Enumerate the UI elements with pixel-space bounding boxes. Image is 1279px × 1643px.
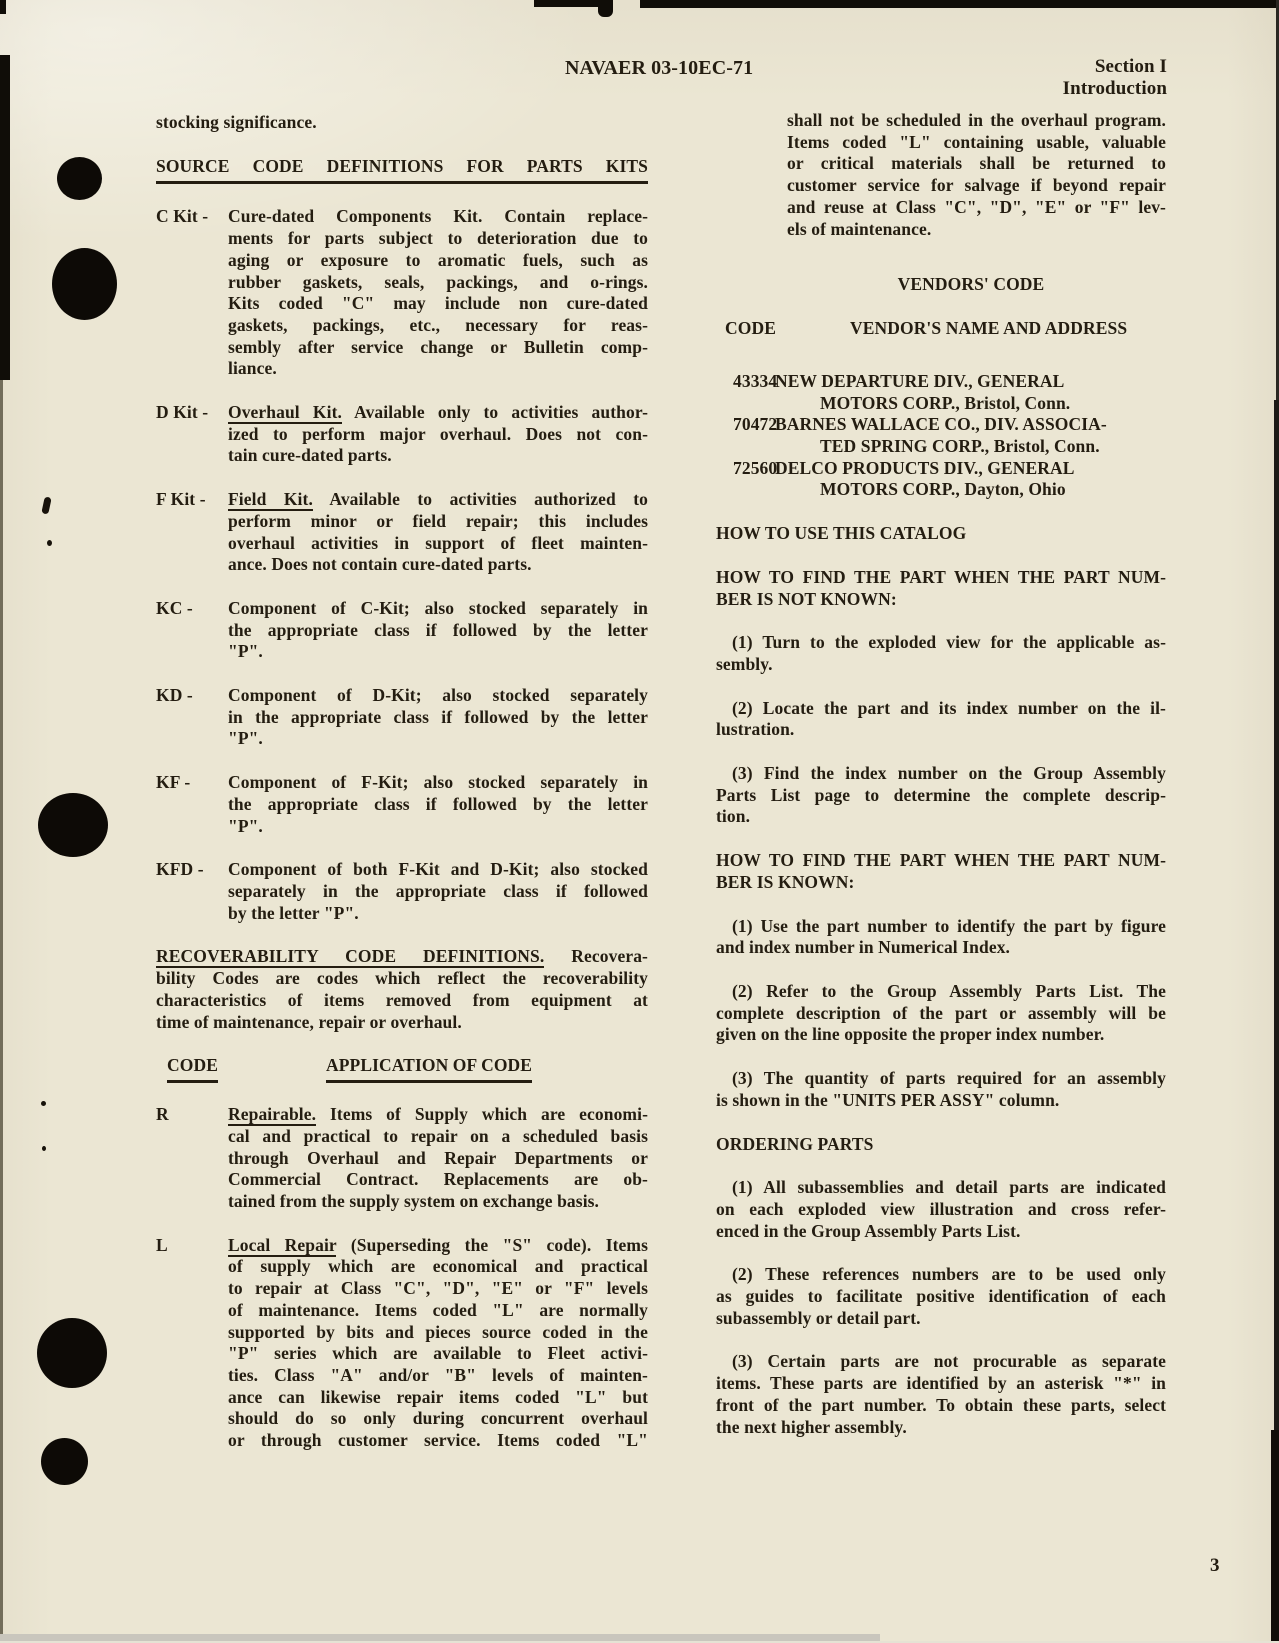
text-line: ties. Class "A" and/or "B" levels of mainten- [228, 1364, 648, 1385]
punch-hole-mark [57, 157, 102, 200]
vendor-address-line: MOTORS CORP., Dayton, Ohio [820, 479, 1066, 500]
page-number: 3 [1210, 1555, 1220, 1576]
text-line: (3) Find the index number on the Group Assembly [732, 763, 1166, 784]
text-line: "P" series which are available to Fleet activi- [228, 1343, 648, 1364]
text-line: the appropriate class if followed by the letter [228, 619, 648, 640]
scan-edge-right-mid [1274, 400, 1279, 1430]
code-entry [156, 1104, 648, 1213]
text-line: and reuse at Class "C", "D", "E" or "F" lev- [787, 196, 1166, 217]
text-line: customer service for salvage if beyond repair [787, 175, 1166, 196]
instruction-paragraph [716, 916, 1166, 959]
vendor-code: 72560 [733, 457, 778, 478]
punch-hole-mark [41, 1438, 88, 1485]
text-line: is shown in the "UNITS PER ASSY" column. [716, 1089, 1060, 1110]
left-column [156, 112, 648, 1452]
scan-edge-left-thin [0, 380, 3, 1643]
vendors-table-header [716, 318, 1166, 345]
text-line: or critical materials shall be returned to [787, 153, 1166, 174]
text-line: (2) Locate the part and its index number on the il- [732, 697, 1166, 718]
kit-entry-label: KF - [156, 772, 191, 793]
text-line: BER IS NOT KNOWN: [716, 588, 897, 609]
text-line: and index number in Numerical Index. [716, 937, 1011, 958]
text-line: by the letter "P". [228, 902, 359, 923]
code-entries-list [156, 1104, 648, 1452]
text-line: enced in the Group Assembly Parts List. [716, 1220, 1021, 1241]
instruction-paragraph [716, 632, 1166, 675]
text-line: the appropriate class if followed by the letter [228, 793, 648, 814]
vendor-code: 43334 [733, 370, 778, 391]
text-line: subassembly or detail part. [716, 1307, 921, 1328]
text-line: of supply which are economical and practical [228, 1256, 648, 1277]
ink-speck [41, 496, 51, 514]
underlined-term: Overhaul Kit. [228, 402, 342, 423]
text-line: items. These parts are identified by an asterisk "*" in [716, 1373, 1166, 1394]
text-line: "P". [228, 641, 263, 662]
text-line: overhaul activities in support of fleet mainten- [228, 532, 648, 553]
text-line: (3) The quantity of parts required for an assembly [732, 1068, 1166, 1089]
text-line: on each exploded view illustration and cross refer- [716, 1198, 1166, 1219]
vendors-code-heading: VENDORS' CODE [897, 274, 1045, 295]
instruction-paragraph [716, 1351, 1166, 1438]
scan-edge-top-bar-right [640, 0, 1279, 8]
text-line: or through customer service. Items coded "L" [228, 1430, 648, 1451]
text-line: rubber gaskets, seals, packings, and o-rings. [228, 271, 648, 292]
application-column-header: APPLICATION OF CODE [326, 1055, 532, 1083]
text-line: as guides to facilitate positive identification of each [716, 1286, 1166, 1307]
text-line: Component of F-Kit; also stocked separately in [228, 772, 648, 793]
text-line: separately in the appropriate class if followed [228, 880, 648, 901]
vendor-row: 43334 NEW DEPARTURE DIV., GENERAL [733, 370, 1065, 391]
section-header [1063, 56, 1167, 100]
section-label: Section I [1094, 56, 1167, 77]
text-line: Component of both F-Kit and D-Kit; also stocked [228, 859, 648, 880]
text-line: gaskets, packings, etc., necessary for reas- [228, 314, 648, 335]
vendor-code-column-header: CODE [725, 317, 776, 338]
kit-entry-label: F Kit - [156, 489, 206, 510]
instruction-paragraph [716, 1177, 1166, 1242]
text-line: (2) These references numbers are to be used only [732, 1264, 1166, 1285]
kit-entry-label: KD - [156, 685, 193, 706]
scan-edge-right-bottom [1271, 1430, 1279, 1643]
kit-entry-label: KC - [156, 597, 193, 618]
kit-entry-label: D Kit - [156, 402, 209, 423]
text-line: "P". [228, 815, 263, 836]
right-column [716, 110, 1166, 1438]
text-line: (2) Refer to the Group Assembly Parts List. The [732, 980, 1166, 1001]
instruction-paragraph [716, 1068, 1166, 1111]
kit-entries-list [156, 206, 648, 924]
text-line: to repair at Class "C", "D", "E" or "F" levels [228, 1278, 648, 1299]
text-line: supported by bits and pieces source coded in the [228, 1321, 648, 1342]
kit-entry [156, 772, 648, 837]
text-line: els of maintenance. [787, 218, 932, 239]
text-line: of maintenance. Items coded "L" are normally [228, 1299, 648, 1320]
text-line: complete description of the part or assembly will be [716, 1002, 1166, 1023]
kit-entry [156, 206, 648, 380]
intro-text: stocking significance. [156, 112, 317, 132]
section-heading [716, 567, 1166, 610]
continuation-paragraph [787, 110, 1166, 240]
ink-speck [41, 1101, 46, 1106]
text-line: shall not be scheduled in the overhaul program. [787, 110, 1166, 130]
text-line: tion. [716, 806, 751, 827]
text-line: Commercial Contract. Replacements are ob- [228, 1169, 648, 1190]
text-line: Field Kit. Available to activities authorized to [228, 489, 648, 510]
text-line: (1) All subassemblies and detail parts are indicated [732, 1177, 1166, 1198]
section-heading [716, 523, 1166, 545]
text-line: Repairable. Items of Supply which are economi- [228, 1104, 648, 1125]
vendors-list [716, 371, 1166, 501]
text-line: through Overhaul and Repair Departments or [228, 1147, 648, 1168]
text-line: characteristics of items removed from equipment at [156, 989, 648, 1010]
ink-speck [47, 540, 52, 546]
text-line: Cure-dated Components Kit. Contain replace- [228, 206, 648, 227]
code-entry [156, 1235, 648, 1452]
text-line: given on the line opposite the proper index number. [716, 1024, 1105, 1045]
text-line: ance can likewise repair items coded "L" but [228, 1386, 648, 1407]
scan-edge-top-blob [598, 0, 613, 17]
instruction-paragraph [716, 763, 1166, 828]
text-line: Component of D-Kit; also stocked separately [228, 685, 648, 706]
text-line: RECOVERABILITY CODE DEFINITIONS. Recovera- [156, 946, 648, 967]
text-line: Component of C-Kit; also stocked separately in [228, 597, 648, 618]
kit-entry [156, 489, 648, 576]
kit-entry [156, 598, 648, 663]
text-line: (3) Certain parts are not procurable as separate [732, 1351, 1166, 1372]
kit-entry [156, 685, 648, 750]
underlined-term: RECOVERABILITY CODE DEFINITIONS. [156, 946, 545, 967]
underlined-term: Local Repair [228, 1234, 337, 1255]
code-entry-label: R [156, 1104, 169, 1125]
text-line: tain cure-dated parts. [228, 445, 392, 466]
vendor-name-column-header: VENDOR'S NAME AND ADDRESS [850, 317, 1128, 338]
catalog-instruction-sections [716, 523, 1166, 1438]
kit-entry-label: C Kit - [156, 206, 209, 227]
text-line: aging or exposure to aromatic fuels, such as [228, 249, 648, 270]
text-line: ments for parts subject to deterioration due to [228, 228, 648, 249]
text-line: Parts List page to determine the complete descrip- [716, 784, 1166, 805]
vendor-row: 72560 DELCO PRODUCTS DIV., GENERAL [733, 457, 1075, 478]
text-line: the next higher assembly. [716, 1416, 907, 1437]
vendor-address-line: TED SPRING CORP., Bristol, Conn. [820, 436, 1100, 457]
text-line: HOW TO FIND THE PART WHEN THE PART NUM- [716, 850, 1166, 871]
text-line: cal and practical to repair on a scheduled basis [228, 1125, 648, 1146]
scan-edge-left-thick [0, 55, 10, 380]
text-line: should do so only during concurrent overhaul [228, 1408, 648, 1429]
recoverability-paragraph [156, 946, 648, 1033]
text-line: (1) Turn to the exploded view for the applicable as- [732, 632, 1166, 653]
code-column-header: CODE [167, 1055, 218, 1083]
doc-number: NAVAER 03-10EC-71 [565, 57, 754, 79]
punch-hole-mark [52, 248, 117, 320]
text-line: liance. [228, 358, 277, 379]
text-line: (1) Use the part number to identify the part by figure [732, 915, 1166, 936]
code-entry-label: L [156, 1234, 168, 1255]
text-line: perform minor or field repair; this includes [228, 510, 648, 531]
text-line: "P". [228, 728, 263, 749]
kit-entry [156, 859, 648, 924]
underlined-term: Field Kit. [228, 489, 313, 510]
code-table-header [156, 1055, 648, 1082]
text-line: Kits coded "C" may include non cure-dated [228, 293, 648, 314]
text-line: sembly after service change or Bulletin comp- [228, 336, 648, 357]
vendor-code: 70472 [733, 414, 778, 435]
text-line: HOW TO FIND THE PART WHEN THE PART NUM- [716, 566, 1166, 587]
ink-speck [42, 1146, 46, 1151]
instruction-paragraph [716, 981, 1166, 1046]
text-line: Overhaul Kit. Available only to activities author- [228, 402, 648, 423]
text-line: lustration. [716, 719, 795, 740]
text-line: in the appropriate class if followed by the letter [228, 706, 648, 727]
scan-edge-left-corner [0, 0, 6, 14]
kit-entry-label: KFD - [156, 859, 204, 880]
text-line: BER IS KNOWN: [716, 871, 855, 892]
punch-hole-mark [37, 1318, 107, 1388]
instruction-paragraph [716, 1264, 1166, 1329]
text-line: Items coded "L" containing usable, valuable [787, 131, 1166, 152]
text-line: Local Repair (Superseding the "S" code). Items [228, 1234, 648, 1255]
text-line: time of maintenance, repair or overhaul. [156, 1011, 462, 1032]
text-line: ized to perform major overhaul. Does not con- [228, 423, 648, 444]
section-subtitle: Introduction [1062, 78, 1167, 99]
section-heading [716, 1134, 1166, 1156]
text-line: tained from the supply system on exchange basis. [228, 1191, 600, 1212]
instruction-paragraph [716, 698, 1166, 741]
vendor-address-line: MOTORS CORP., Bristol, Conn. [820, 392, 1071, 413]
text-line: ance. Does not contain cure-dated parts. [228, 554, 532, 575]
text-line: front of the part number. To obtain these parts, select [716, 1394, 1166, 1415]
text-line: sembly. [716, 653, 773, 674]
punch-hole-mark [38, 793, 108, 857]
vendor-row: 70472 BARNES WALLACE CO., DIV. ASSOCIA- [733, 414, 1107, 435]
underlined-term: Repairable. [228, 1104, 317, 1125]
text-line: HOW TO USE THIS CATALOG [716, 523, 967, 544]
text-line: bility Codes are codes which reflect the recoverability [156, 968, 648, 989]
kits-heading: SOURCE CODE DEFINITIONS FOR PARTS KITS [156, 156, 648, 185]
kit-entry [156, 402, 648, 467]
section-heading [716, 850, 1166, 893]
text-line: ORDERING PARTS [716, 1133, 874, 1154]
